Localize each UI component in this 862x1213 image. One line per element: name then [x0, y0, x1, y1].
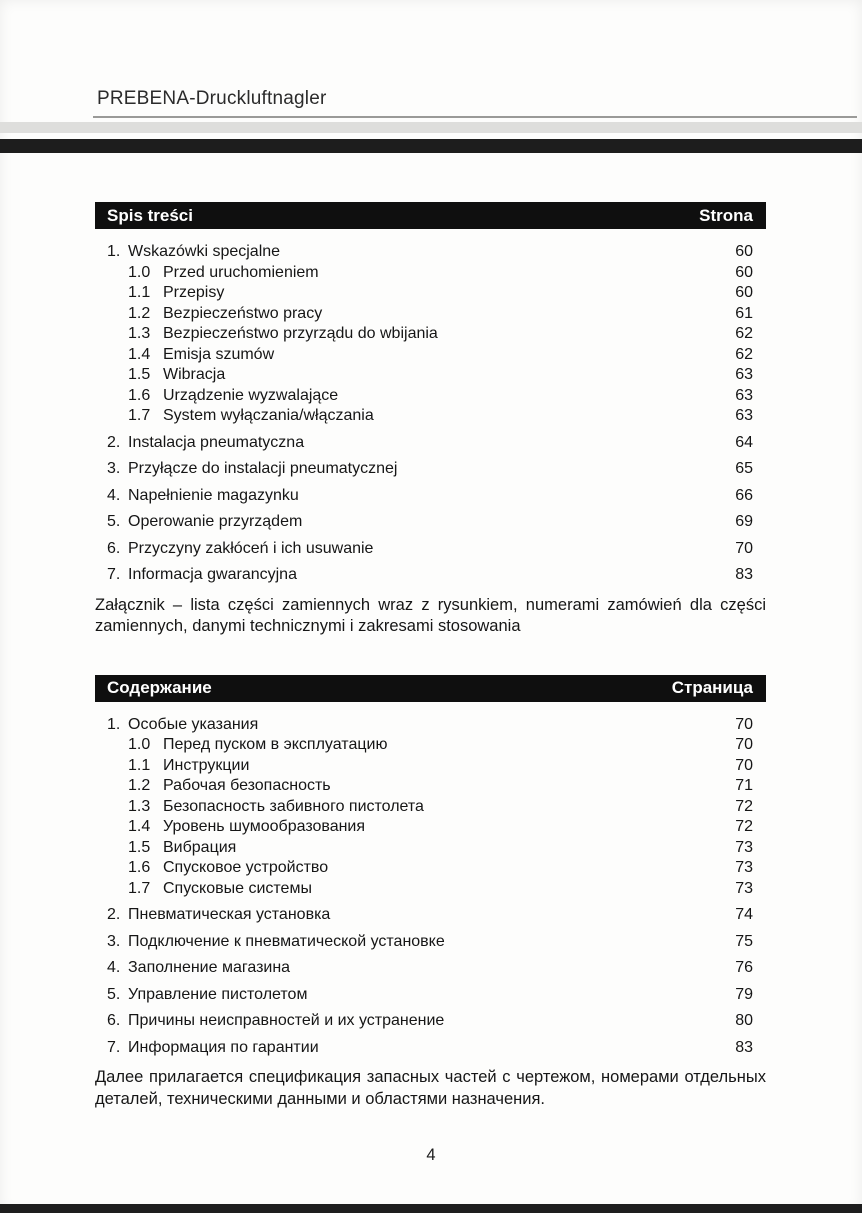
toc-entry	[95, 776, 766, 797]
toc-entry	[95, 985, 766, 1006]
toc-note-russian: Далее прилагается спецификация запасных частей с чертежом, номерами отдельных деталей, техническими данными и областями назначения.	[95, 1068, 766, 1108]
toc-entry	[95, 879, 766, 900]
toc-entry-page: 73	[735, 859, 753, 876]
toc-header-bar-russian	[95, 675, 766, 702]
toc-entry	[95, 365, 766, 386]
toc-entry-label: Управление пистолетом	[128, 985, 308, 1003]
decorative-band-light	[0, 122, 862, 133]
toc-entry-page: 70	[735, 736, 753, 753]
toc-entry-number: 4.	[107, 959, 121, 976]
header-rule	[93, 116, 857, 118]
toc-entry-number: 3.	[107, 460, 121, 477]
toc-entry	[95, 406, 766, 427]
toc-entry	[95, 838, 766, 859]
toc-entry-number: 1.2	[128, 777, 151, 794]
toc-entry-number: 1.3	[128, 325, 151, 342]
toc-entry-page: 60	[735, 243, 753, 260]
toc-entry-label: Вибрация	[163, 838, 237, 856]
toc-entry-page: 60	[735, 263, 753, 281]
toc-entry-number: 5.	[107, 985, 121, 1003]
toc-entry-page: 76	[735, 959, 753, 976]
toc-entry-label: System wyłączania/włączania	[163, 407, 374, 424]
toc-entry-number: 1.1	[128, 756, 151, 774]
toc-title-russian: Содержание	[107, 678, 212, 697]
toc-entry	[95, 486, 766, 507]
toc-entry-page: 65	[735, 460, 753, 477]
toc-entry-page: 72	[735, 797, 753, 815]
toc-entry	[95, 283, 766, 304]
toc-entry-page: 63	[735, 366, 753, 383]
toc-entry	[95, 858, 766, 879]
toc-entry-label: Informacja gwarancyjna	[128, 566, 297, 583]
toc-entry-page: 83	[735, 566, 753, 583]
toc-entry	[95, 565, 766, 586]
toc-entry-label: Уровень шумообразования	[163, 818, 366, 835]
toc-entry-label: Инструкции	[163, 756, 250, 774]
toc-entry-number: 1.0	[128, 263, 151, 281]
toc-entry	[95, 1038, 766, 1059]
toc-entry-number: 1.3	[128, 797, 151, 815]
toc-entry-page: 73	[735, 838, 753, 856]
toc-entry-label: Operowanie przyrządem	[128, 513, 303, 530]
toc-page-column-label-russian: Страница	[671, 678, 753, 697]
toc-list-polish	[95, 242, 766, 586]
page-number: 4	[426, 1146, 436, 1164]
toc-list-russian	[95, 715, 766, 1059]
toc-entry-number: 3.	[107, 932, 121, 950]
toc-content	[95, 202, 766, 1110]
toc-entry-label: Пневматическая установка	[128, 906, 331, 923]
toc-entry	[95, 512, 766, 533]
toc-entry-label: Перед пуском в эксплуатацию	[163, 736, 388, 753]
toc-entry	[95, 386, 766, 407]
toc-entry-number: 1.6	[128, 859, 151, 876]
toc-entry-page: 80	[735, 1012, 753, 1029]
bottom-bar	[0, 1204, 862, 1213]
toc-entry-label: Napełnienie magazynku	[128, 486, 299, 504]
toc-entry-page: 66	[735, 486, 753, 504]
toc-entry-number: 2.	[107, 433, 121, 451]
toc-entry-number: 1.	[107, 715, 121, 733]
toc-entry-number: 1.5	[128, 838, 151, 856]
toc-entry-page: 63	[735, 407, 753, 424]
toc-entry-number: 1.5	[128, 366, 151, 383]
toc-entry-page: 70	[735, 715, 753, 733]
toc-entry-page: 72	[735, 818, 753, 835]
toc-entry-number: 1.7	[128, 879, 151, 897]
toc-entry	[95, 905, 766, 926]
toc-entry-page: 62	[735, 325, 753, 342]
toc-entry-page: 69	[735, 513, 753, 530]
toc-entry-label: Wibracja	[163, 366, 226, 383]
toc-entry-page: 64	[735, 433, 753, 451]
toc-entry-label: Подключение к пневматической установке	[128, 932, 445, 950]
toc-entry	[95, 242, 766, 263]
toc-entry-label: Рабочая безопасность	[163, 777, 331, 794]
toc-entry-page: 61	[735, 304, 753, 322]
toc-entry-page: 73	[735, 879, 753, 897]
toc-entry-label: Przyłącze do instalacji pneumatycznej	[128, 460, 398, 477]
toc-entry-page: 79	[735, 985, 753, 1003]
toc-entry-number: 7.	[107, 566, 121, 583]
toc-entry	[95, 1011, 766, 1032]
toc-entry-page: 70	[735, 539, 753, 557]
toc-entry	[95, 304, 766, 325]
toc-entry-label: Bezpieczeństwo pracy	[163, 304, 323, 322]
toc-entry-page: 70	[735, 756, 753, 774]
toc-entry	[95, 263, 766, 284]
toc-entry-number: 7.	[107, 1038, 121, 1056]
toc-entry-label: Emisja szumów	[163, 345, 275, 363]
toc-entry-label: Przepisy	[163, 284, 225, 301]
toc-entry	[95, 345, 766, 366]
toc-entry-label: Безопасность забивного пистолета	[163, 797, 424, 815]
toc-entry-label: Заполнение магазина	[128, 959, 291, 976]
toc-entry-number: 1.6	[128, 386, 151, 404]
toc-entry	[95, 817, 766, 838]
toc-section-polish	[95, 202, 766, 638]
document-header-title: PREBENA-Druckluftnagler	[97, 88, 327, 109]
toc-entry	[95, 715, 766, 736]
toc-page-column-label-polish: Strona	[699, 205, 753, 225]
toc-entry-page: 63	[735, 386, 753, 404]
toc-entry-label: Wskazówki specjalne	[128, 243, 281, 260]
toc-entry-label: Przyczyny zakłóceń i ich usuwanie	[128, 539, 374, 557]
toc-entry-label: Информация по гарантии	[128, 1038, 319, 1056]
toc-entry-page: 62	[735, 345, 753, 363]
toc-entry-page: 71	[735, 777, 753, 794]
toc-entry-number: 6.	[107, 1012, 121, 1029]
toc-entry	[95, 459, 766, 480]
toc-entry-label: Instalacja pneumatyczna	[128, 433, 305, 451]
toc-entry	[95, 756, 766, 777]
decorative-band-dark	[0, 139, 862, 153]
toc-title-polish: Spis treści	[107, 205, 193, 225]
toc-entry-label: Особые указания	[128, 715, 259, 733]
toc-entry	[95, 433, 766, 454]
toc-entry-number: 6.	[107, 539, 121, 557]
toc-entry-number: 5.	[107, 513, 121, 530]
toc-entry-label: Причины неисправностей и их устранение	[128, 1012, 445, 1029]
toc-entry-label: Przed uruchomieniem	[163, 263, 319, 281]
toc-entry-label: Urządzenie wyzwalające	[163, 386, 339, 404]
toc-entry	[95, 932, 766, 953]
toc-entry-number: 1.4	[128, 818, 151, 835]
toc-note-polish: Załącznik – lista części zamiennych wraz z rysunkiem, numerami zamówień dla części zamiennych, danymi technicznymi i zakresami stosowania	[95, 595, 766, 635]
toc-entry	[95, 797, 766, 818]
toc-entry-page: 74	[735, 906, 753, 923]
toc-entry-number: 1.7	[128, 407, 151, 424]
toc-section-russian	[95, 675, 766, 1111]
toc-entry	[95, 539, 766, 560]
toc-entry-number: 1.2	[128, 304, 151, 322]
toc-entry-label: Bezpieczeństwo przyrządu do wbijania	[163, 325, 438, 342]
toc-entry-number: 1.	[107, 243, 121, 260]
toc-entry-number: 1.1	[128, 284, 151, 301]
toc-entry-number: 4.	[107, 486, 121, 504]
toc-entry	[95, 958, 766, 979]
toc-entry-label: Спусковое устройство	[163, 859, 329, 876]
toc-entry-label: Спусковые системы	[163, 879, 312, 897]
toc-entry	[95, 324, 766, 345]
toc-entry-number: 1.4	[128, 345, 151, 363]
toc-entry-page: 75	[735, 932, 753, 950]
toc-entry-page: 83	[735, 1038, 753, 1056]
toc-entry-number: 1.0	[128, 736, 151, 753]
toc-entry-number: 2.	[107, 906, 121, 923]
toc-entry	[95, 735, 766, 756]
toc-header-bar-polish	[95, 202, 766, 229]
toc-entry-page: 60	[735, 284, 753, 301]
